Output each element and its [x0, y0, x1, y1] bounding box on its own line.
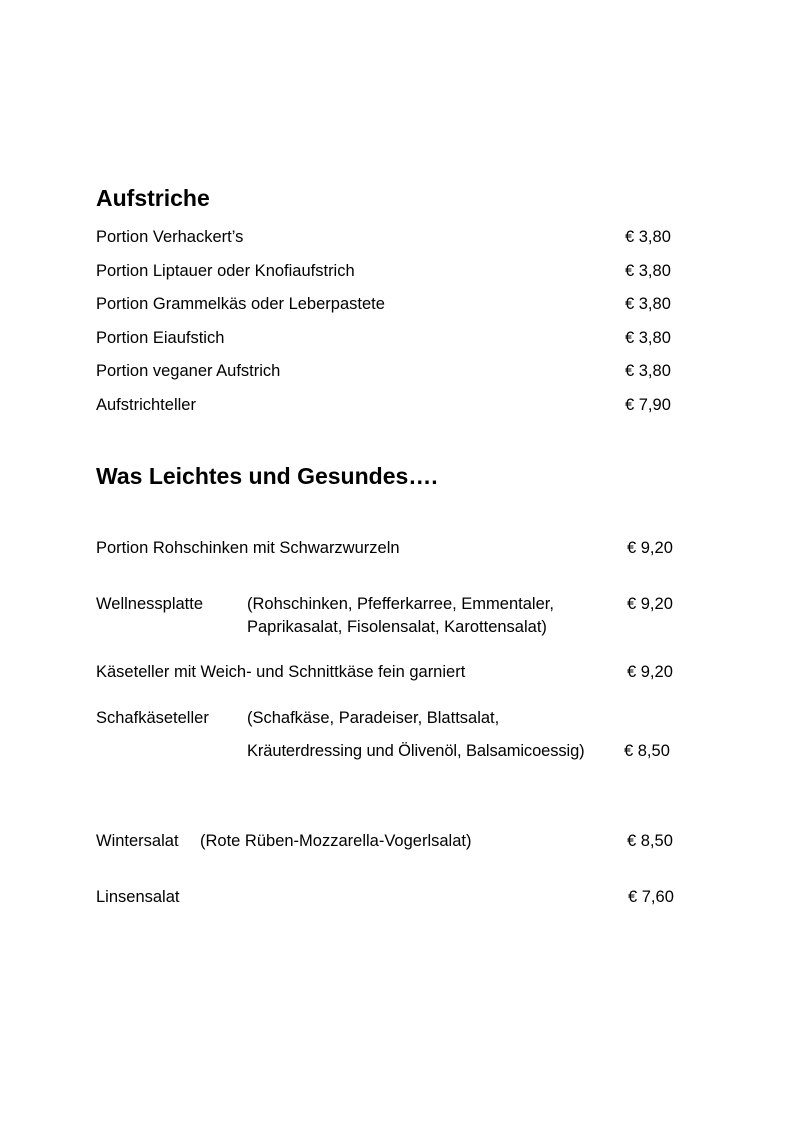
menu-item-name: Käseteller mit Weich- und Schnittkäse fein garniert [96, 663, 466, 681]
menu-item-price: € 3,80 [625, 228, 671, 246]
menu-item-description: Kräuterdressing und Ölivenöl, Balsamicoessig) [247, 742, 585, 760]
menu-item-price: € 7,60 [628, 888, 674, 906]
menu-item-name: Portion Liptauer oder Knofiaufstrich [96, 262, 355, 280]
menu-item-name: Portion Verhackert’s [96, 228, 244, 246]
section-heading-aufstriche: Aufstriche [96, 185, 210, 211]
menu-item-name: Wellnessplatte [96, 595, 204, 613]
menu-item-price: € 3,80 [625, 262, 671, 280]
menu-item-price: € 9,20 [627, 539, 673, 557]
section-heading-leichtes: Was Leichtes und Gesundes…. [96, 463, 438, 489]
menu-item-price: € 8,50 [624, 742, 670, 760]
menu-item-description: (Schafkäse, Paradeiser, Blattsalat, [247, 709, 500, 727]
menu-item-price: € 8,50 [627, 832, 673, 850]
menu-item-name: Aufstrichteller [96, 396, 196, 414]
menu-item-description: (Rohschinken, Pfefferkarree, Emmentaler, [247, 595, 554, 613]
menu-item-price: € 3,80 [625, 295, 671, 313]
menu-item-description: (Rote Rüben-Mozzarella-Vogerlsalat) [200, 832, 472, 850]
menu-item-name: Portion Eiaufstich [96, 329, 225, 347]
menu-item-name: Schafkäseteller [96, 709, 209, 727]
menu-item-price: € 3,80 [625, 329, 671, 347]
menu-item-name: Portion Grammelkäs oder Leberpastete [96, 295, 385, 313]
menu-item-price: € 3,80 [625, 362, 671, 380]
menu-item-name: Portion Rohschinken mit Schwarzwurzeln [96, 539, 400, 557]
menu-item-price: € 9,20 [627, 663, 673, 681]
menu-item-name: Linsensalat [96, 888, 180, 906]
menu-item-price: € 7,90 [625, 396, 671, 414]
menu-item-description: Paprikasalat, Fisolensalat, Karottensalat) [247, 618, 547, 636]
menu-item-name: Wintersalat [96, 832, 179, 850]
menu-item-price: € 9,20 [627, 595, 673, 613]
menu-item-name: Portion veganer Aufstrich [96, 362, 281, 380]
